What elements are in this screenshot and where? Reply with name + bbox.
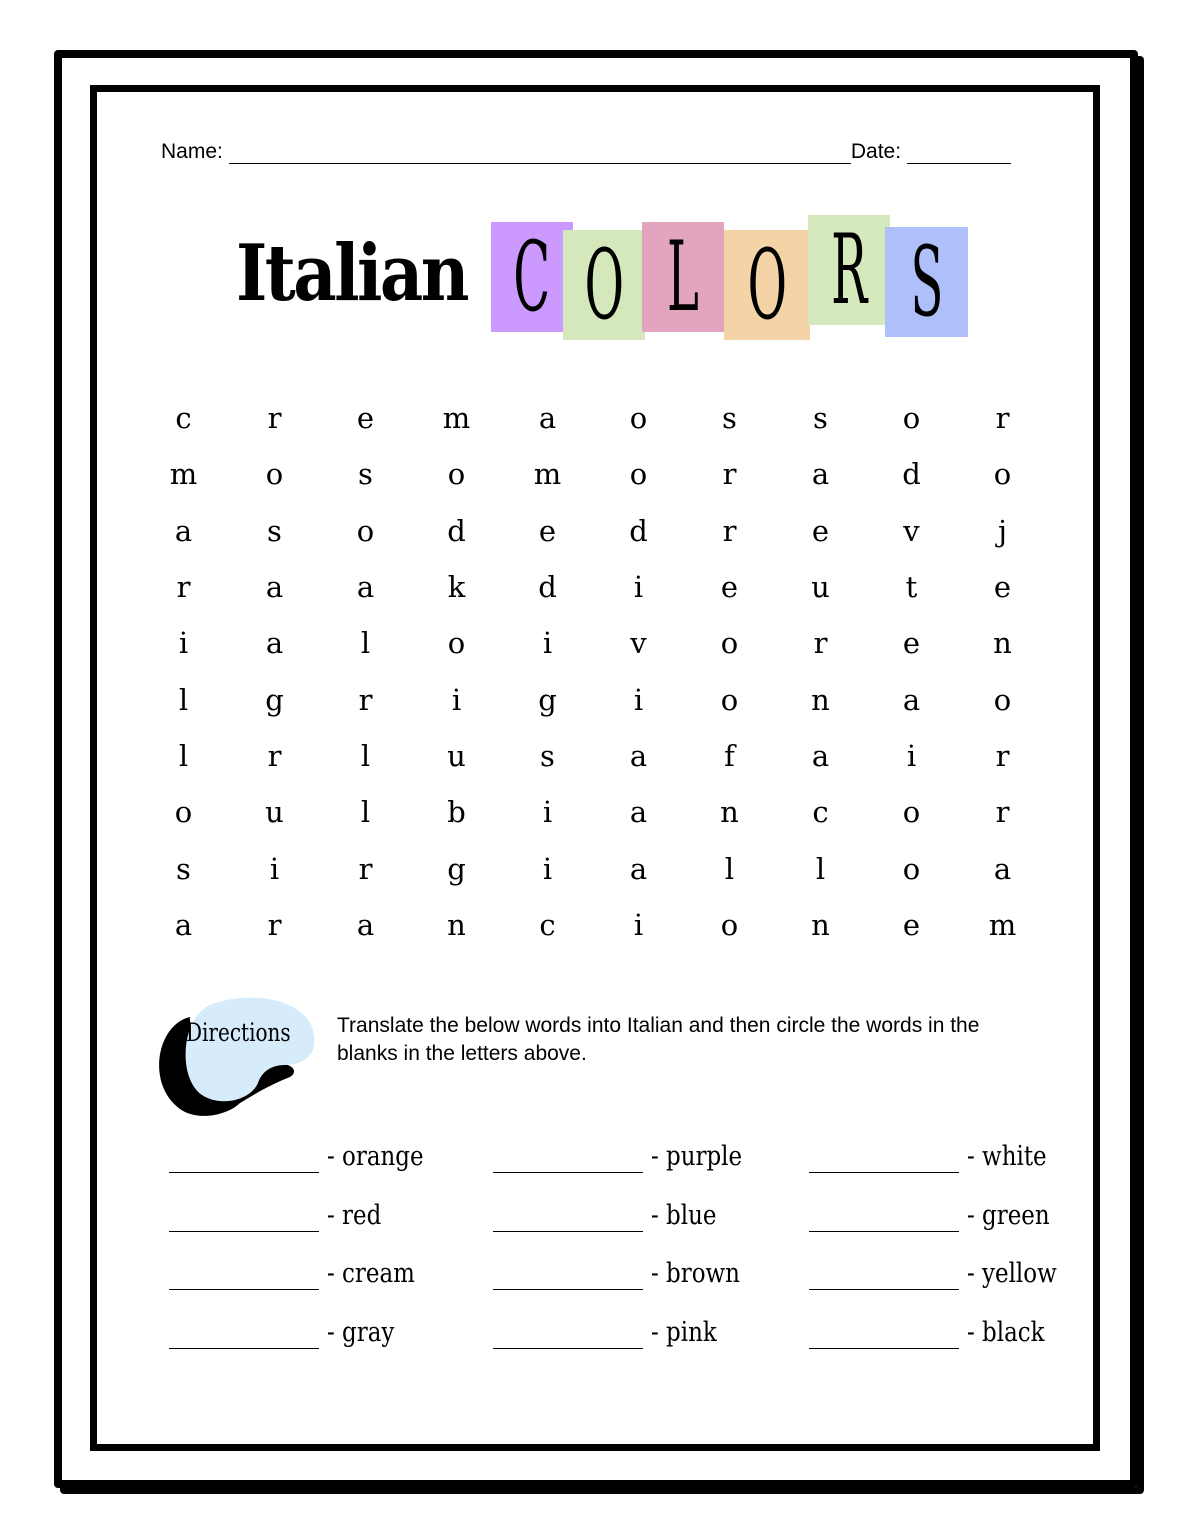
english-word: - orange	[327, 1141, 424, 1172]
grid-letter[interactable]: o	[356, 513, 375, 548]
grid-letter[interactable]: b	[447, 795, 466, 830]
vocab-item	[493, 1140, 758, 1173]
vocab-item	[169, 1199, 391, 1232]
grid-letter[interactable]: r	[995, 738, 1010, 773]
title-tile	[885, 227, 968, 337]
grid-letter[interactable]: r	[722, 457, 737, 492]
grid-letter[interactable]: l	[178, 682, 189, 717]
grid-letter[interactable]: r	[995, 401, 1010, 436]
grid-letter[interactable]: i	[633, 682, 644, 717]
grid-letter[interactable]: a	[356, 907, 375, 942]
grid-letter[interactable]: i	[633, 907, 644, 942]
grid-letter[interactable]: i	[633, 570, 644, 605]
grid-letter[interactable]: d	[447, 513, 466, 548]
grid-letter[interactable]: s	[358, 457, 373, 492]
vocab-item	[809, 1199, 1064, 1232]
grid-letter[interactable]: u	[447, 738, 466, 773]
grid-letter[interactable]: o	[993, 457, 1012, 492]
grid-letter[interactable]: a	[629, 738, 648, 773]
answer-blank[interactable]	[169, 1316, 319, 1349]
vocab-item	[493, 1316, 728, 1349]
grid-letter[interactable]: n	[993, 626, 1012, 661]
grid-letter[interactable]: a	[902, 682, 921, 717]
grid-letter[interactable]: n	[720, 795, 739, 830]
grid-letter[interactable]: i	[542, 626, 553, 661]
grid-letter[interactable]: a	[811, 457, 830, 492]
grid-row	[138, 615, 1048, 671]
grid-letter[interactable]: l	[178, 738, 189, 773]
grid-letter[interactable]: r	[358, 851, 373, 886]
grid-letter[interactable]: d	[538, 570, 557, 605]
grid-letter[interactable]: s	[267, 513, 282, 548]
tile-letter: O	[584, 229, 624, 341]
english-word: - pink	[651, 1316, 717, 1348]
grid-row	[138, 559, 1048, 615]
directions-text: Translate the below words into Italian and then circle the words in the blanks in the letters above.	[337, 1014, 980, 1065]
answer-blank[interactable]	[169, 1140, 319, 1173]
grid-letter[interactable]: j	[998, 513, 1007, 548]
vocab-item	[809, 1257, 1073, 1290]
name-date-row	[161, 140, 1031, 164]
grid-letter[interactable]: s	[540, 738, 555, 773]
vocab-item	[493, 1199, 728, 1232]
grid-letter[interactable]: a	[538, 401, 557, 436]
english-word: - cream	[327, 1258, 415, 1290]
grid-letter[interactable]: g	[447, 851, 466, 886]
grid-letter[interactable]: o	[629, 457, 648, 492]
grid-letter[interactable]: a	[265, 570, 284, 605]
grid-letter[interactable]: d	[902, 457, 921, 492]
grid-letter[interactable]: o	[174, 795, 193, 830]
grid-letter[interactable]: o	[902, 851, 921, 886]
grid-letter[interactable]: k	[447, 570, 466, 605]
grid-letter[interactable]: o	[720, 907, 739, 942]
grid-letter[interactable]: n	[447, 907, 466, 942]
grid-letter[interactable]: m	[533, 457, 562, 492]
grid-letter[interactable]: r	[358, 682, 373, 717]
page-title: Italian	[236, 228, 467, 319]
grid-letter[interactable]: u	[265, 795, 284, 830]
grid-letter[interactable]: o	[720, 626, 739, 661]
grid-letter[interactable]: d	[629, 513, 648, 548]
answer-blank[interactable]	[169, 1199, 319, 1232]
grid-letter[interactable]: a	[265, 626, 284, 661]
grid-letter[interactable]: o	[902, 401, 921, 436]
grid-letter[interactable]: n	[811, 907, 830, 942]
title-tile	[724, 230, 810, 340]
date-field[interactable]	[907, 143, 1011, 164]
grid-letter[interactable]: e	[993, 570, 1012, 605]
grid-letter[interactable]: m	[169, 457, 198, 492]
grid-letter[interactable]: l	[360, 795, 371, 830]
grid-row	[138, 390, 1048, 446]
grid-letter[interactable]: c	[539, 907, 556, 942]
answer-blank[interactable]	[493, 1316, 643, 1349]
tile-letter: S	[910, 226, 943, 338]
answer-blank[interactable]	[169, 1257, 319, 1290]
tile-letter: L	[667, 221, 699, 333]
grid-letter[interactable]: i	[178, 626, 189, 661]
grid-letter[interactable]: a	[993, 851, 1012, 886]
answer-blank[interactable]	[493, 1257, 643, 1290]
vocab-row	[169, 1140, 1069, 1199]
vocab-item	[169, 1257, 430, 1290]
grid-row	[138, 897, 1048, 953]
grid-letter[interactable]: e	[902, 907, 921, 942]
grid-letter[interactable]: l	[724, 851, 735, 886]
grid-letter[interactable]: r	[267, 401, 282, 436]
tile-letter: R	[830, 214, 868, 326]
grid-letter[interactable]: m	[442, 401, 471, 436]
grid-letter[interactable]: g	[265, 682, 284, 717]
english-word: - brown	[651, 1258, 740, 1290]
grid-letter[interactable]: i	[269, 851, 280, 886]
grid-letter[interactable]: f	[724, 738, 735, 773]
english-word: - red	[327, 1199, 382, 1231]
grid-row	[138, 446, 1048, 502]
grid-letter[interactable]: i	[906, 738, 917, 773]
grid-letter[interactable]: a	[356, 570, 375, 605]
grid-letter[interactable]: i	[542, 795, 553, 830]
english-word: - black	[967, 1316, 1045, 1348]
title-tile	[563, 230, 645, 340]
answer-blank[interactable]	[809, 1199, 959, 1232]
vocab-list	[169, 1140, 1069, 1374]
vocab-item	[169, 1316, 406, 1349]
grid-letter[interactable]: a	[629, 795, 648, 830]
grid-letter[interactable]: o	[720, 682, 739, 717]
english-word: - green	[967, 1199, 1050, 1231]
grid-letter[interactable]: a	[174, 907, 193, 942]
grid-letter[interactable]: r	[995, 795, 1010, 830]
english-word: - gray	[327, 1316, 395, 1348]
grid-letter[interactable]: r	[813, 626, 828, 661]
vocab-item	[169, 1140, 441, 1173]
grid-letter[interactable]: s	[176, 851, 191, 886]
grid-letter[interactable]: v	[903, 513, 920, 548]
english-word: - blue	[651, 1199, 717, 1231]
answer-blank[interactable]	[493, 1199, 643, 1232]
word-search-grid	[138, 390, 1048, 953]
answer-blank[interactable]	[809, 1316, 959, 1349]
title-tile	[491, 222, 573, 332]
name-field[interactable]	[229, 143, 851, 164]
grid-letter[interactable]: a	[629, 851, 648, 886]
grid-letter[interactable]: o	[265, 457, 284, 492]
grid-letter[interactable]: l	[360, 626, 371, 661]
grid-letter[interactable]: o	[902, 795, 921, 830]
vocab-row	[169, 1199, 1069, 1258]
grid-letter[interactable]: o	[993, 682, 1012, 717]
tile-letter: C	[513, 221, 551, 333]
vocab-item	[809, 1316, 1058, 1349]
title-tile	[642, 222, 724, 332]
directions-bubble-icon	[150, 995, 320, 1120]
grid-letter[interactable]: v	[630, 626, 647, 661]
grid-letter[interactable]: o	[629, 401, 648, 436]
answer-blank[interactable]	[809, 1257, 959, 1290]
grid-letter[interactable]: r	[267, 907, 282, 942]
grid-letter[interactable]: t	[905, 570, 918, 605]
grid-letter[interactable]: r	[176, 570, 191, 605]
grid-letter[interactable]: e	[538, 513, 557, 548]
grid-letter[interactable]: c	[812, 795, 829, 830]
date-label: Date:	[850, 140, 902, 163]
grid-letter[interactable]: m	[988, 907, 1017, 942]
grid-letter[interactable]: e	[902, 626, 921, 661]
vocab-row	[169, 1316, 1069, 1375]
grid-letter[interactable]: c	[175, 401, 192, 436]
grid-letter[interactable]: i	[542, 851, 553, 886]
grid-letter[interactable]: a	[811, 738, 830, 773]
grid-letter[interactable]: o	[447, 626, 466, 661]
grid-letter[interactable]: o	[447, 457, 466, 492]
english-word: - purple	[651, 1141, 743, 1172]
grid-letter[interactable]: g	[538, 682, 557, 717]
vocab-item	[493, 1257, 756, 1290]
grid-letter[interactable]: u	[811, 570, 830, 605]
grid-row	[138, 503, 1048, 559]
vocab-row	[169, 1257, 1069, 1316]
grid-letter[interactable]: n	[811, 682, 830, 717]
title-tile	[808, 215, 890, 325]
vocab-item	[809, 1140, 1061, 1173]
english-word: - yellow	[967, 1258, 1057, 1290]
grid-letter[interactable]: l	[815, 851, 826, 886]
grid-letter[interactable]: r	[267, 738, 282, 773]
grid-letter[interactable]: s	[813, 401, 828, 436]
grid-row	[138, 671, 1048, 727]
english-word: - white	[967, 1141, 1047, 1172]
grid-letter[interactable]: e	[811, 513, 830, 548]
answer-blank[interactable]	[809, 1140, 959, 1173]
grid-row	[138, 840, 1048, 896]
answer-blank[interactable]	[493, 1140, 643, 1173]
grid-letter[interactable]: r	[722, 513, 737, 548]
grid-letter[interactable]: a	[174, 513, 193, 548]
grid-row	[138, 728, 1048, 784]
grid-row	[138, 784, 1048, 840]
grid-letter[interactable]: s	[722, 401, 737, 436]
tile-letter: O	[747, 229, 787, 341]
grid-letter[interactable]: i	[451, 682, 462, 717]
directions-label: Directions	[186, 1018, 291, 1047]
grid-letter[interactable]: e	[720, 570, 739, 605]
grid-letter[interactable]: e	[356, 401, 375, 436]
grid-letter[interactable]: l	[360, 738, 371, 773]
name-label: Name:	[161, 140, 223, 163]
